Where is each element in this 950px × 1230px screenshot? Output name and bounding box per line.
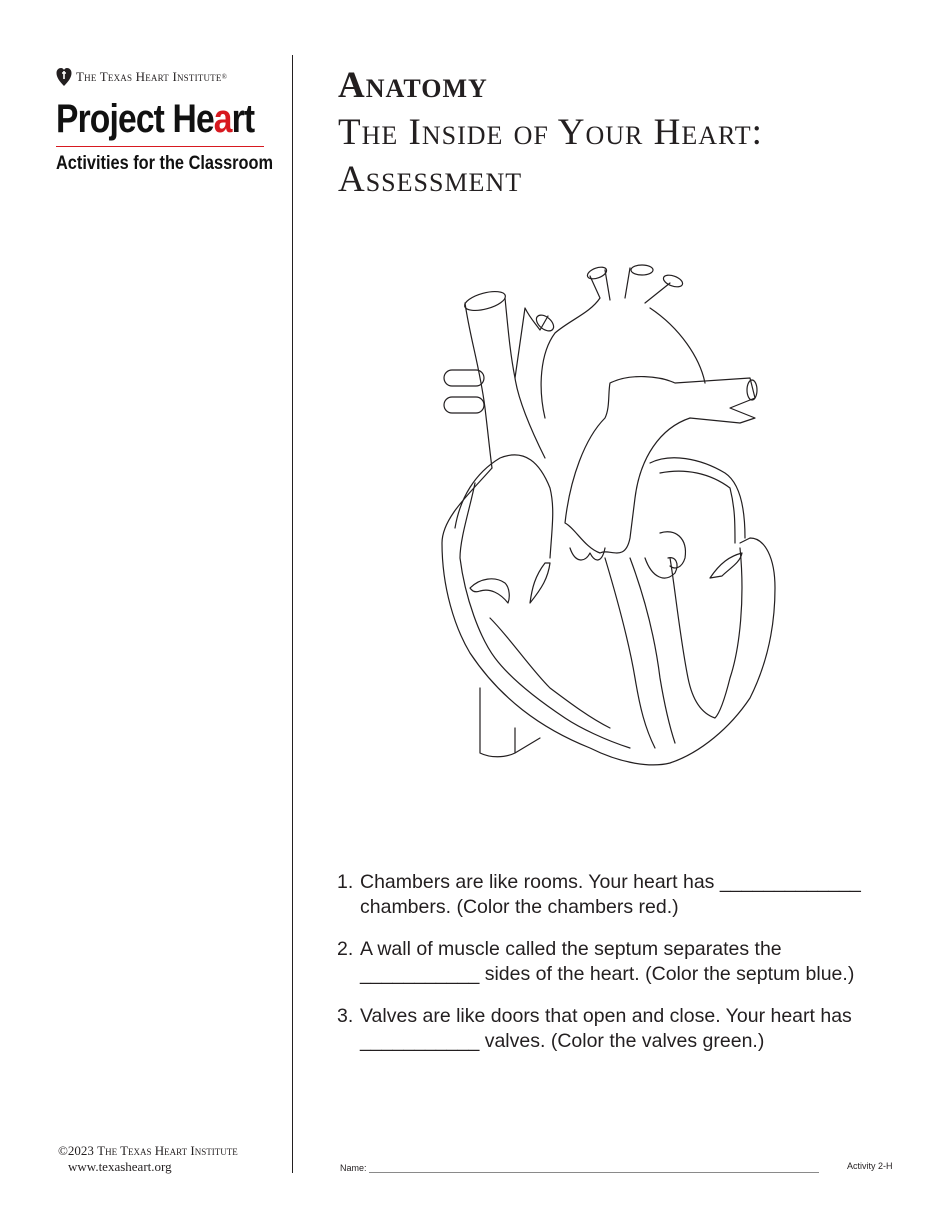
pulmonary-artery-end — [747, 380, 757, 400]
title-line-2: Assessment — [338, 159, 523, 200]
question-item — [337, 1004, 907, 1054]
chordae-flap — [710, 553, 742, 578]
category-heading: Anatomy — [338, 65, 488, 106]
pulmonary-valve — [530, 563, 550, 603]
superior-vena-cava-edge — [505, 298, 545, 458]
question-text: Chambers are like rooms. Your heart has _____________ chambers. (Color the chambers red.) — [360, 871, 861, 918]
pulmonary-vein-2 — [444, 397, 484, 413]
left-atrium-wall — [650, 458, 745, 538]
pulmonary-trunk — [565, 377, 755, 553]
inferior-vena-cava — [480, 688, 540, 757]
question-number: 3. — [337, 1005, 354, 1027]
heart-outer-wall — [442, 468, 775, 765]
mitral-valve-right — [660, 532, 685, 568]
tti-heart-logo-icon — [56, 67, 72, 87]
heart-inner-wall — [460, 483, 630, 748]
registered-mark: ® — [221, 73, 227, 81]
copyright-year: ©2023 — [58, 1143, 94, 1158]
question-item — [337, 870, 907, 920]
question-text: A wall of muscle called the septum separates the ___________ sides of the heart. (Color the septum blue.) — [360, 938, 855, 985]
name-blank-line[interactable] — [369, 1163, 819, 1173]
question-number: 1. — [337, 871, 354, 893]
logo-block — [56, 66, 274, 175]
activity-code: Activity 2-H — [847, 1161, 893, 1171]
aortic-valve — [570, 548, 605, 560]
institute-header — [56, 66, 268, 88]
aorta-branch-3 — [631, 265, 653, 275]
brand-text-part1: Project He — [56, 97, 214, 141]
project-heart-logo — [56, 96, 254, 142]
left-ventricle-wall — [670, 548, 742, 718]
brand-underline — [56, 146, 264, 147]
copyright-notice — [58, 1143, 238, 1159]
name-label: Name: — [340, 1163, 367, 1173]
tagline: Activities for the Classroom — [56, 153, 274, 174]
tricuspid-valve — [470, 579, 509, 603]
question-number: 2. — [337, 938, 354, 960]
pulmonary-vein-1 — [444, 370, 484, 386]
aorta-branch-2 — [586, 265, 608, 281]
question-item — [337, 937, 907, 987]
brand-row — [56, 96, 268, 142]
brand-text-part2: rt — [231, 97, 255, 141]
title-line-1: The Inside of Your Heart: — [338, 112, 763, 153]
aorta-branch-1 — [533, 312, 556, 334]
aorta-branches — [541, 268, 705, 418]
brand-accent-letter: a — [213, 97, 232, 141]
name-field[interactable] — [340, 1163, 819, 1173]
question-text: Valves are like doors that open and close. Your heart has ___________ valves. (Color the valves green.) — [360, 1005, 852, 1052]
heart-diagram — [430, 258, 780, 778]
aortic-arch — [515, 308, 548, 378]
copyright-holder: The Texas Heart Institute — [97, 1143, 238, 1158]
website-link[interactable]: www.texasheart.org — [68, 1159, 172, 1174]
vena-cava-opening — [463, 288, 508, 314]
interventricular-septum — [605, 558, 675, 748]
page-title — [338, 62, 898, 203]
question-list — [337, 870, 907, 1071]
sidebar-divider — [292, 55, 293, 1173]
institute-name: The Texas Heart Institute — [76, 69, 222, 84]
